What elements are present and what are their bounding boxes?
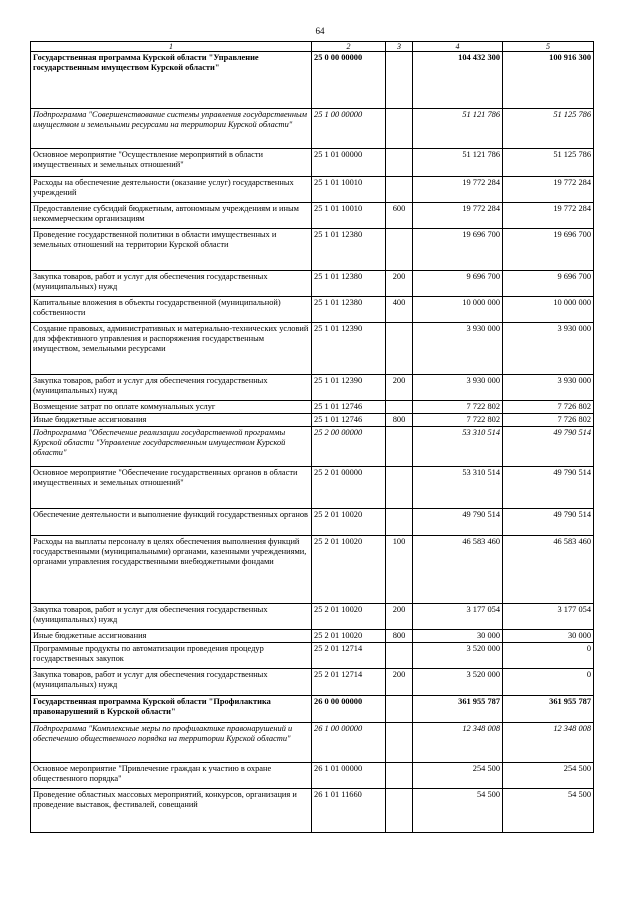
table-row <box>31 643 594 669</box>
row-amount-year1-cell: 46 583 460 <box>413 536 503 604</box>
row-code-cell: 25 2 01 12714 <box>312 643 386 669</box>
row-expense-type-cell <box>386 109 413 149</box>
row-name-cell: Основное мероприятие "Осуществление мероприятий в области имущественных и земельных отношений" <box>31 149 312 177</box>
row-amount-year1-cell: 3 177 054 <box>413 604 503 630</box>
row-amount-year1-cell: 54 500 <box>413 789 503 833</box>
row-amount-year2-cell: 10 000 000 <box>503 297 594 323</box>
row-code-cell: 25 2 01 10020 <box>312 509 386 536</box>
row-amount-year1-cell: 53 310 514 <box>413 467 503 509</box>
row-amount-year2-cell: 12 348 008 <box>503 723 594 763</box>
row-name-cell: Закупка товаров, работ и услуг для обеспечения государственных (муниципальных) нужд <box>31 375 312 401</box>
table-row <box>31 789 594 833</box>
row-expense-type-cell: 200 <box>386 669 413 696</box>
row-expense-type-cell: 600 <box>386 203 413 229</box>
row-amount-year1-cell: 53 310 514 <box>413 427 503 467</box>
row-expense-type-cell: 200 <box>386 604 413 630</box>
row-code-cell: 26 0 00 00000 <box>312 696 386 723</box>
row-name-cell: Закупка товаров, работ и услуг для обеспечения государственных (муниципальных) нужд <box>31 604 312 630</box>
row-name-cell: Предоставление субсидий бюджетным, автономным учреждениям и иным некоммерческим организациям <box>31 203 312 229</box>
table-row <box>31 229 594 271</box>
header-col-3: 3 <box>386 42 413 52</box>
row-code-cell: 25 2 00 00000 <box>312 427 386 467</box>
table-row <box>31 401 594 414</box>
row-amount-year2-cell: 0 <box>503 643 594 669</box>
row-name-cell: Расходы на обеспечение деятельности (оказание услуг) государственных учреждений <box>31 177 312 203</box>
row-amount-year2-cell: 51 125 786 <box>503 149 594 177</box>
row-amount-year1-cell: 3 520 000 <box>413 669 503 696</box>
row-name-cell: Расходы на выплаты персоналу в целях обеспечения выполнения функций государственными (муниципальными) органами, казенными учреждениями, органами управления государственными внебюджетными фондами <box>31 536 312 604</box>
row-code-cell: 25 1 01 12380 <box>312 229 386 271</box>
table-row <box>31 297 594 323</box>
table-row <box>31 149 594 177</box>
table-header-row <box>31 42 594 52</box>
row-amount-year2-cell: 100 916 300 <box>503 52 594 109</box>
row-amount-year1-cell: 3 930 000 <box>413 323 503 375</box>
row-name-cell: Закупка товаров, работ и услуг для обеспечения государственных (муниципальных) нужд <box>31 669 312 696</box>
row-expense-type-cell <box>386 467 413 509</box>
row-name-cell: Проведение областных массовых мероприятий, конкурсов, организация и проведение выставок, фестивалей, совещаний <box>31 789 312 833</box>
row-code-cell: 25 1 01 10010 <box>312 177 386 203</box>
row-amount-year2-cell: 3 930 000 <box>503 323 594 375</box>
row-name-cell: Проведение государственной политики в области имущественных и земельных отношений на территории Курской области <box>31 229 312 271</box>
row-name-cell: Обеспечение деятельности и выполнение функций государственных органов <box>31 509 312 536</box>
row-code-cell: 25 1 01 12390 <box>312 375 386 401</box>
row-amount-year1-cell: 361 955 787 <box>413 696 503 723</box>
row-code-cell: 25 0 00 00000 <box>312 52 386 109</box>
row-name-cell: Подпрограмма "Комплексные меры по профилактике правонарушений и обеспечению общественного порядка на территории Курской области" <box>31 723 312 763</box>
row-code-cell: 25 2 01 00000 <box>312 467 386 509</box>
row-amount-year2-cell: 0 <box>503 669 594 696</box>
row-amount-year1-cell: 10 000 000 <box>413 297 503 323</box>
row-amount-year2-cell: 46 583 460 <box>503 536 594 604</box>
table-row <box>31 669 594 696</box>
row-amount-year2-cell: 49 790 514 <box>503 427 594 467</box>
header-col-4: 4 <box>413 42 503 52</box>
row-name-cell: Возмещение затрат по оплате коммунальных услуг <box>31 401 312 414</box>
row-amount-year1-cell: 7 722 802 <box>413 414 503 427</box>
row-amount-year2-cell: 19 696 700 <box>503 229 594 271</box>
header-col-2: 2 <box>312 42 386 52</box>
table-row <box>31 203 594 229</box>
row-name-cell: Закупка товаров, работ и услуг для обеспечения государственных (муниципальных) нужд <box>31 271 312 297</box>
row-amount-year1-cell: 19 772 284 <box>413 177 503 203</box>
row-expense-type-cell <box>386 149 413 177</box>
table-row <box>31 177 594 203</box>
row-code-cell: 25 2 01 10020 <box>312 536 386 604</box>
row-expense-type-cell <box>386 723 413 763</box>
row-amount-year2-cell: 19 772 284 <box>503 203 594 229</box>
row-code-cell: 26 1 01 11660 <box>312 789 386 833</box>
row-amount-year2-cell: 54 500 <box>503 789 594 833</box>
row-amount-year1-cell: 254 500 <box>413 763 503 789</box>
row-name-cell: Иные бюджетные ассигнования <box>31 414 312 427</box>
row-expense-type-cell <box>386 643 413 669</box>
row-code-cell: 25 1 00 00000 <box>312 109 386 149</box>
row-amount-year1-cell: 51 121 786 <box>413 149 503 177</box>
row-expense-type-cell <box>386 323 413 375</box>
row-name-cell: Капитальные вложения в объекты государственной (муниципальной) собственности <box>31 297 312 323</box>
row-name-cell: Подпрограмма "Совершенствование системы управления государственным имуществом и земельными ресурсами на территории Курской области" <box>31 109 312 149</box>
row-amount-year2-cell: 7 726 802 <box>503 414 594 427</box>
row-code-cell: 25 1 01 12746 <box>312 414 386 427</box>
row-expense-type-cell: 800 <box>386 414 413 427</box>
row-expense-type-cell <box>386 177 413 203</box>
row-expense-type-cell <box>386 789 413 833</box>
table-row <box>31 696 594 723</box>
table-row <box>31 52 594 109</box>
row-name-cell: Государственная программа Курской области "Управление государственным имуществом Курской области" <box>31 52 312 109</box>
row-name-cell: Иные бюджетные ассигнования <box>31 630 312 643</box>
row-code-cell: 25 1 01 10010 <box>312 203 386 229</box>
row-amount-year2-cell: 254 500 <box>503 763 594 789</box>
row-amount-year1-cell: 7 722 802 <box>413 401 503 414</box>
row-expense-type-cell: 100 <box>386 536 413 604</box>
row-amount-year1-cell: 12 348 008 <box>413 723 503 763</box>
table-row <box>31 375 594 401</box>
table-row <box>31 723 594 763</box>
row-amount-year2-cell: 49 790 514 <box>503 509 594 536</box>
row-amount-year2-cell: 9 696 700 <box>503 271 594 297</box>
row-amount-year1-cell: 30 000 <box>413 630 503 643</box>
row-name-cell: Подпрограмма "Обеспечение реализации государственной программы Курской области "Управление государственным имуществом Курской области" <box>31 427 312 467</box>
row-expense-type-cell <box>386 696 413 723</box>
row-expense-type-cell: 800 <box>386 630 413 643</box>
row-amount-year1-cell: 19 772 284 <box>413 203 503 229</box>
row-expense-type-cell <box>386 52 413 109</box>
row-name-cell: Основное мероприятие "Привлечение граждан к участию в охране общественного порядка" <box>31 763 312 789</box>
table-row <box>31 414 594 427</box>
table-row <box>31 323 594 375</box>
row-expense-type-cell <box>386 763 413 789</box>
table-row <box>31 763 594 789</box>
row-amount-year2-cell: 30 000 <box>503 630 594 643</box>
row-expense-type-cell <box>386 509 413 536</box>
row-amount-year2-cell: 51 125 786 <box>503 109 594 149</box>
row-amount-year1-cell: 3 930 000 <box>413 375 503 401</box>
row-amount-year1-cell: 51 121 786 <box>413 109 503 149</box>
row-amount-year2-cell: 3 930 000 <box>503 375 594 401</box>
row-name-cell: Создание правовых, административных и материально-технических условий для эффективного управления и распоряжения государственным имуществом, земельными ресурсами <box>31 323 312 375</box>
row-code-cell: 25 1 01 12380 <box>312 297 386 323</box>
page-number: 64 <box>315 26 325 36</box>
header-col-5: 5 <box>503 42 594 52</box>
table-row <box>31 630 594 643</box>
row-code-cell: 25 2 01 10020 <box>312 604 386 630</box>
table-row <box>31 509 594 536</box>
row-expense-type-cell <box>386 401 413 414</box>
row-name-cell: Государственная программа Курской области "Профилактика правонарушений в Курской области" <box>31 696 312 723</box>
row-amount-year1-cell: 3 520 000 <box>413 643 503 669</box>
row-name-cell: Основное мероприятие "Обеспечение государственных органов в области имущественных и земельных отношений" <box>31 467 312 509</box>
row-code-cell: 25 1 01 12746 <box>312 401 386 414</box>
row-amount-year1-cell: 49 790 514 <box>413 509 503 536</box>
header-col-1: 1 <box>31 42 312 52</box>
row-amount-year2-cell: 3 177 054 <box>503 604 594 630</box>
row-name-cell: Программные продукты по автоматизации проведения процедур государственных закупок <box>31 643 312 669</box>
table-row <box>31 427 594 467</box>
row-code-cell: 26 1 01 00000 <box>312 763 386 789</box>
row-code-cell: 25 2 01 12714 <box>312 669 386 696</box>
row-amount-year1-cell: 19 696 700 <box>413 229 503 271</box>
table-row <box>31 271 594 297</box>
table-row <box>31 536 594 604</box>
row-amount-year1-cell: 9 696 700 <box>413 271 503 297</box>
table-row <box>31 109 594 149</box>
row-amount-year1-cell: 104 432 300 <box>413 52 503 109</box>
row-code-cell: 25 1 01 12390 <box>312 323 386 375</box>
row-expense-type-cell: 200 <box>386 375 413 401</box>
row-amount-year2-cell: 49 790 514 <box>503 467 594 509</box>
row-code-cell: 25 1 01 00000 <box>312 149 386 177</box>
row-code-cell: 25 1 01 12380 <box>312 271 386 297</box>
row-code-cell: 25 2 01 10020 <box>312 630 386 643</box>
row-amount-year2-cell: 361 955 787 <box>503 696 594 723</box>
table-row <box>31 604 594 630</box>
row-amount-year2-cell: 19 772 284 <box>503 177 594 203</box>
row-amount-year2-cell: 7 726 802 <box>503 401 594 414</box>
row-code-cell: 26 1 00 00000 <box>312 723 386 763</box>
row-expense-type-cell <box>386 427 413 467</box>
row-expense-type-cell: 200 <box>386 271 413 297</box>
table-row <box>31 467 594 509</box>
budget-table <box>30 41 594 833</box>
row-expense-type-cell <box>386 229 413 271</box>
row-expense-type-cell: 400 <box>386 297 413 323</box>
